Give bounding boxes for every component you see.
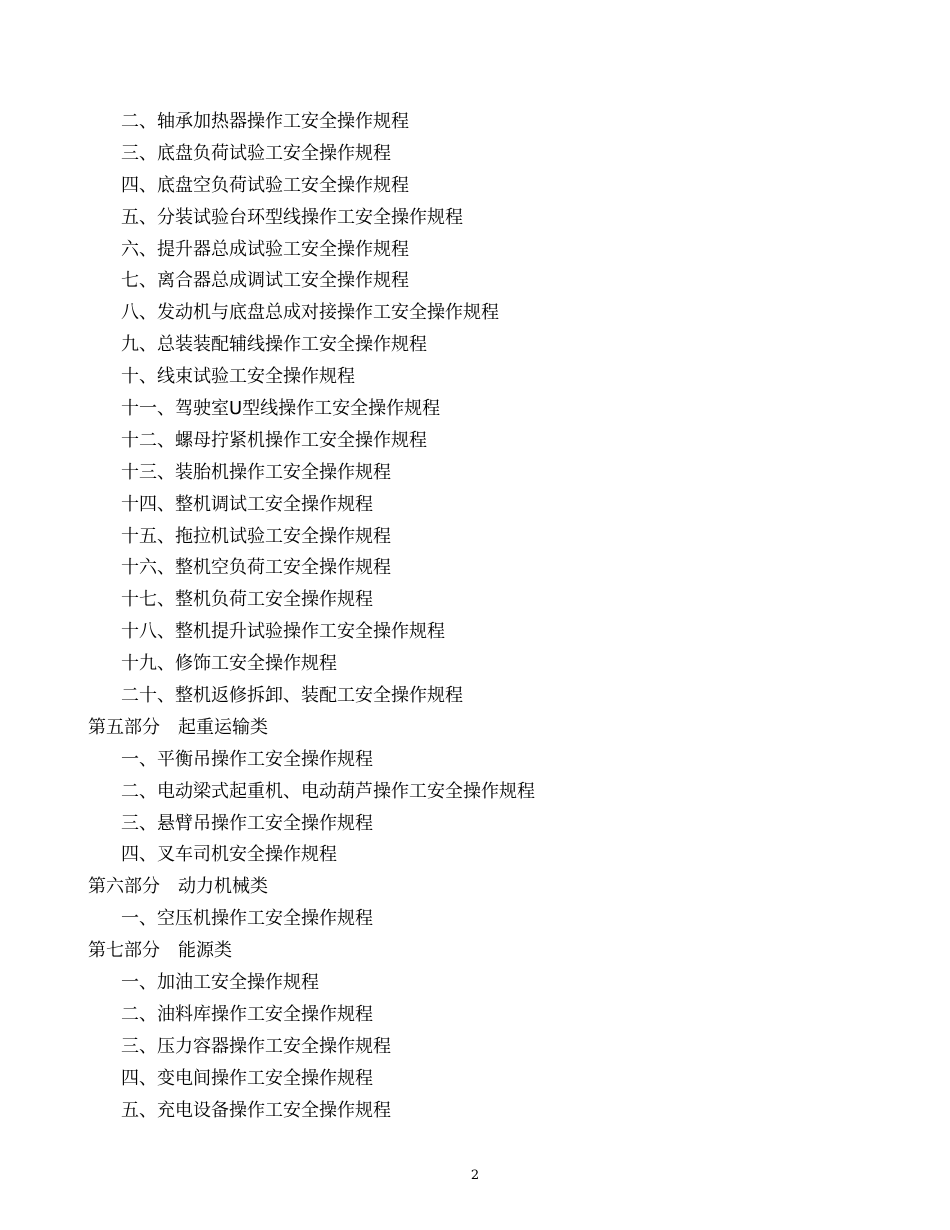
toc-entry: 四、叉车司机安全操作规程 — [121, 844, 337, 866]
page-number: 2 — [470, 1168, 480, 1183]
toc-entry: 三、悬臂吊操作工安全操作规程 — [121, 812, 373, 834]
toc-entry: 四、底盘空负荷试验工安全操作规程 — [121, 174, 409, 196]
toc-entry: 七、离合器总成调试工安全操作规程 — [121, 270, 409, 292]
toc-entry: 二十、整机返修拆卸、装配工安全操作规程 — [121, 685, 463, 707]
toc-section-heading: 第五部分 起重运输类 — [88, 716, 268, 738]
toc-entry: 十三、装胎机操作工安全操作规程 — [121, 461, 391, 483]
toc-entry: 一、平衡吊操作工安全操作规程 — [121, 748, 373, 770]
toc-entry: 三、压力容器操作工安全操作规程 — [121, 1035, 391, 1057]
toc-entry: 一、加油工安全操作规程 — [121, 972, 319, 994]
toc-entry: 八、发动机与底盘总成对接操作工安全操作规程 — [121, 302, 499, 324]
toc-entry: 十四、整机调试工安全操作规程 — [121, 493, 373, 515]
toc-section-heading: 第七部分 能源类 — [88, 940, 232, 962]
toc-entry: 二、轴承加热器操作工安全操作规程 — [121, 111, 409, 132]
toc-entry: 十二、螺母拧紧机操作工安全操作规程 — [121, 429, 427, 451]
toc-entry: 十九、修饰工安全操作规程 — [121, 653, 337, 675]
toc-entry: 十一、驾驶室U型线操作工安全操作规程 — [121, 398, 441, 420]
toc-section-heading: 第六部分 动力机械类 — [88, 876, 268, 898]
toc-entry: 十八、整机提升试验操作工安全操作规程 — [121, 621, 445, 643]
toc-entry: 三、底盘负荷试验工安全操作规程 — [121, 142, 391, 164]
toc-entry: 九、总装装配辅线操作工安全操作规程 — [121, 334, 427, 356]
toc-entry: 二、油料库操作工安全操作规程 — [121, 1003, 373, 1025]
toc-entry: 四、变电间操作工安全操作规程 — [121, 1067, 373, 1089]
toc-entry: 二、电动梁式起重机、电动葫芦操作工安全操作规程 — [121, 780, 535, 802]
toc-entry: 十五、拖拉机试验工安全操作规程 — [121, 525, 391, 547]
toc-entry: 十六、整机空负荷工安全操作规程 — [121, 557, 391, 579]
toc-entry: 十七、整机负荷工安全操作规程 — [121, 589, 373, 611]
toc-entry: 五、充电设备操作工安全操作规程 — [121, 1099, 391, 1121]
toc-entry: 十、线束试验工安全操作规程 — [121, 366, 355, 388]
toc-entry: 六、提升器总成试验工安全操作规程 — [121, 238, 409, 260]
table-of-contents — [88, 106, 908, 1127]
toc-entry: 五、分装试验台环型线操作工安全操作规程 — [121, 206, 463, 228]
toc-entry: 一、空压机操作工安全操作规程 — [121, 908, 373, 930]
